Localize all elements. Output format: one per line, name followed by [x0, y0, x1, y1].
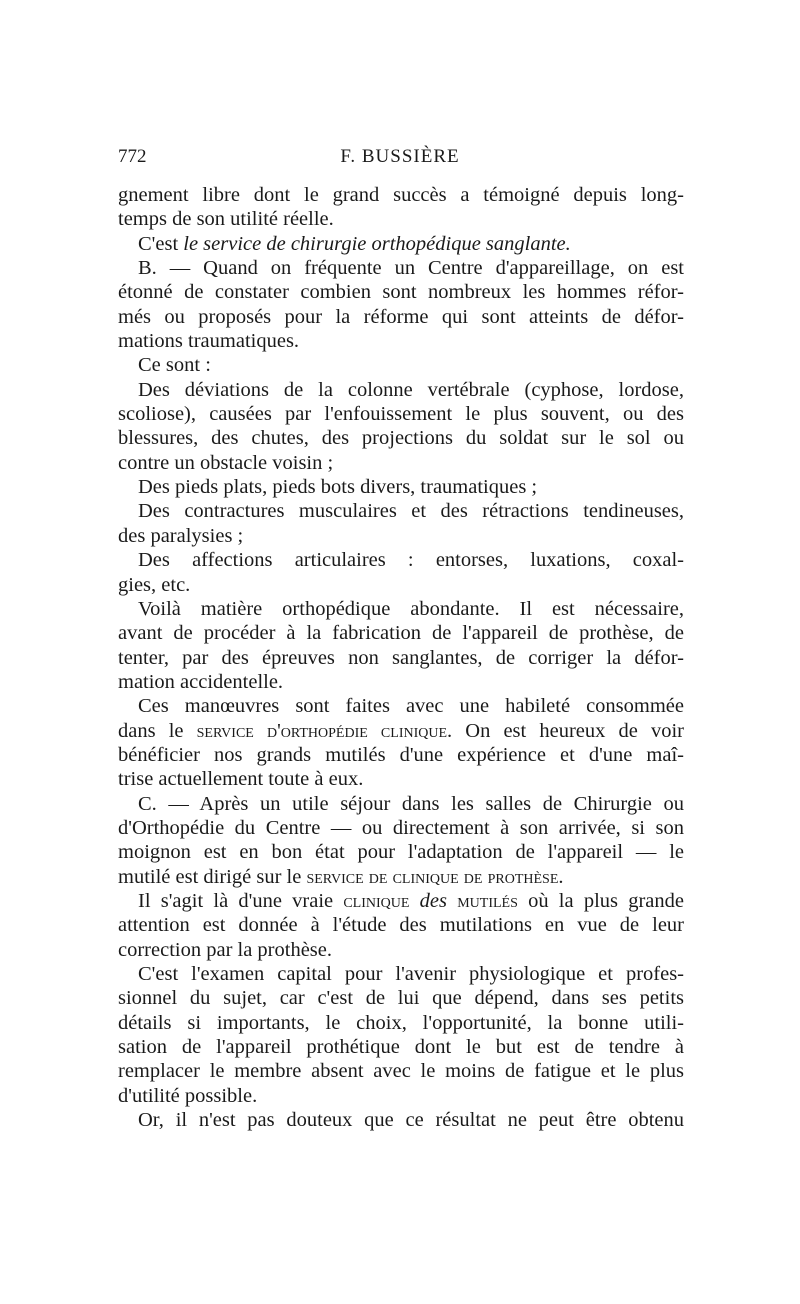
text-line: d'utilité possible.: [118, 1084, 258, 1107]
text-line: d'Orthopédie du Centre — ou directement à son arrivée, si son: [118, 816, 684, 839]
small-caps-phrase: service d'orthopédie clinique: [196, 719, 448, 742]
text-line: remplacer le membre absent avec le moins de fatigue et le plus: [118, 1060, 684, 1083]
text-run: dans le: [118, 719, 197, 742]
text-line: C. — Après un utile séjour dans les salles de Chirurgie ou: [138, 792, 684, 815]
text-line: des paralysies ;: [118, 524, 244, 547]
text-run: Il s'agit là d'une vraie: [138, 889, 344, 912]
small-caps-phrase: clinique: [343, 889, 410, 912]
text-line: [118, 719, 684, 743]
text-line: C'est l'examen capital pour l'avenir physiologique et profes-: [138, 963, 684, 985]
text-line: sation de l'appareil prothétique dont le but est de tendre à: [118, 1036, 684, 1059]
text-run: [447, 890, 457, 912]
small-caps-phrase: service de clinique de prothèse: [306, 865, 559, 888]
text-line: avant de procéder à la fabrication de l'appareil de prothèse, de: [118, 622, 684, 645]
text-line: Des déviations de la colonne vertébrale (cyphose, lordose,: [138, 378, 684, 401]
text-line: attention est donnée à l'étude des mutilations en vue de leur: [118, 914, 684, 937]
text-run: C'est: [138, 232, 184, 255]
text-run: .: [558, 865, 564, 888]
text-line: Or, il n'est pas douteux que ce résultat ne peut être obtenu: [138, 1109, 684, 1132]
text-line: étonné de constater combien sont nombreux les hommes réfor-: [118, 281, 684, 304]
running-title: F. BUSSIÈRE: [340, 146, 460, 167]
text-line: trise actuellement toute à eux.: [118, 768, 364, 791]
text-line: Voilà matière orthopédique abondante. Il est nécessaire,: [138, 597, 684, 620]
text-run: [409, 890, 419, 912]
text-line: bénéficier nos grands mutilés d'une expérience et d'une maî-: [118, 743, 684, 766]
italic-phrase: le service de chirurgie orthopédique sanglante.: [183, 232, 571, 255]
text-line: sionnel du sujet, car c'est de lui que dépend, dans ses petits: [118, 987, 684, 1010]
text-line: Des affections articulaires : entorses, luxations, coxal-: [138, 549, 684, 572]
text-line: gies, etc.: [118, 573, 191, 596]
text-line: Ces manœuvres sont faites avec une habileté consommée: [138, 695, 684, 718]
body-text: [118, 183, 684, 1132]
small-caps-phrase: mutilés: [457, 889, 518, 912]
text-line: Ce sont :: [138, 354, 211, 377]
text-line: més ou proposés pour la réforme qui sont atteints de défor-: [118, 305, 684, 328]
text-line: mation accidentelle.: [118, 670, 284, 693]
text-line: scoliose), causées par l'enfouissement le plus souvent, ou des: [118, 403, 684, 426]
text-line: [118, 232, 684, 256]
text-line: tenter, par des épreuves non sanglantes, de corriger la défor-: [118, 646, 684, 669]
text-run: mutilé est dirigé sur le: [118, 865, 307, 888]
text-run: où la plus grande: [517, 889, 684, 912]
text-run: . On est heureux de voir: [447, 719, 684, 742]
text-line: Des pieds plats, pieds bots divers, traumatiques ;: [138, 476, 538, 499]
text-line: [118, 865, 684, 889]
text-line: mations traumatiques.: [118, 330, 300, 353]
italic-phrase: des: [419, 889, 447, 912]
text-line: Des contractures musculaires et des rétractions tendineuses,: [138, 500, 684, 523]
text-line: blessures, des chutes, des projections du soldat sur le sol ou: [118, 427, 684, 450]
page-number: 772: [118, 146, 147, 167]
text-line: moignon est en bon état pour l'adaptation de l'appareil — le: [118, 841, 684, 864]
text-line: gnement libre dont le grand succès a témoigné depuis long-: [118, 184, 684, 206]
text-line: correction par la prothèse.: [118, 938, 333, 961]
text-line: [118, 889, 684, 913]
text-line: temps de son utilité réelle.: [118, 208, 334, 231]
text-line: détails si importants, le choix, l'opportunité, la bonne utili-: [118, 1011, 684, 1034]
text-line: B. — Quand on fréquente un Centre d'appareillage, on est: [138, 257, 684, 280]
page-header: [118, 146, 682, 170]
text-line: contre un obstacle voisin ;: [118, 451, 334, 474]
